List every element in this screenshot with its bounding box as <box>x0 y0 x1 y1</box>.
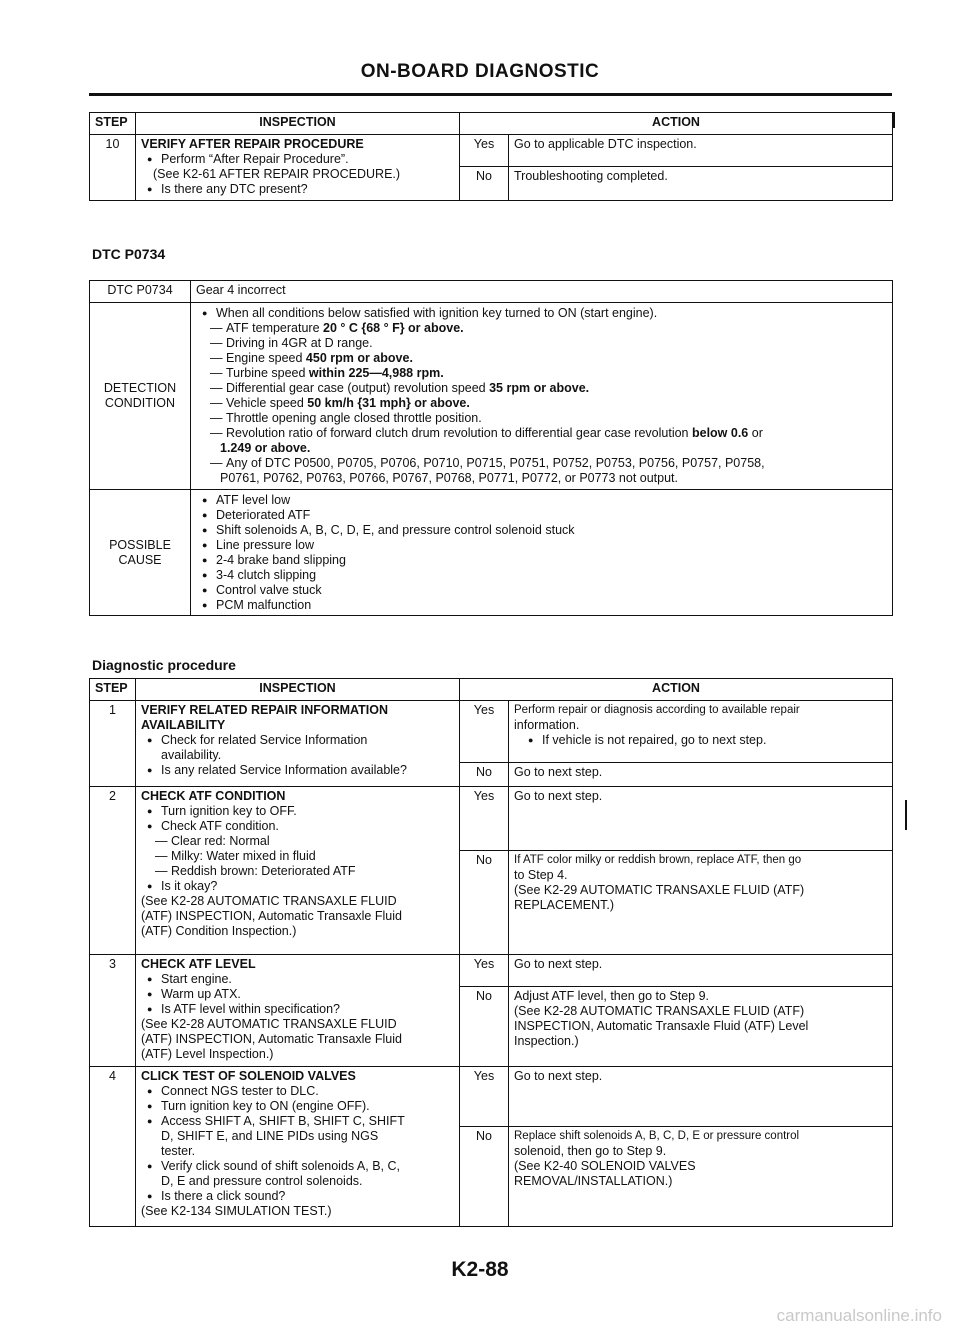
inspection-reference: (See K2-28 AUTOMATIC TRANSAXLE FLUID <box>141 894 397 908</box>
condition-item: — Revolution ratio of forward clutch drum revolution to differential gear case revolution below 0.6 or <box>196 426 887 441</box>
no-action: Troubleshooting completed. <box>509 167 893 201</box>
inspection-cell <box>136 1067 460 1227</box>
inspection-bullet: ● Is there a click sound? <box>161 1189 454 1204</box>
cause-item: ● 3-4 clutch slipping <box>216 568 887 583</box>
inspection-heading: VERIFY RELATED REPAIR INFORMATION <box>141 703 388 717</box>
cause-item: ● ATF level low <box>216 493 887 508</box>
yes-label: Yes <box>460 135 509 167</box>
condition-item: — Throttle opening angle closed throttle position. <box>196 411 887 426</box>
dtc-description: Gear 4 incorrect <box>191 281 893 303</box>
inspection-reference: (ATF) INSPECTION, Automatic Transaxle Fluid <box>141 909 402 923</box>
condition-item: — ATF temperature 20 ° C {68 ° F} or above. <box>196 321 887 336</box>
yes-label: Yes <box>460 955 509 987</box>
yes-label: Yes <box>460 1067 509 1127</box>
inspection-reference: (ATF) Condition Inspection.) <box>141 924 297 938</box>
yes-label: Yes <box>460 701 509 763</box>
inspection-bullet: ● Is there any DTC present? <box>161 182 454 197</box>
inspection-bullet: ● Verify click sound of shift solenoids A, B, C, D, E and pressure control solenoids. <box>161 1159 454 1189</box>
no-action: If ATF color milky or reddish brown, replace ATF, then go to Step 4. (See K2-29 AUTOMATIC TRANSAXLE FLUID (ATF) REPLACEMENT.) <box>509 851 893 955</box>
inspection-heading: AVAILABILITY <box>141 718 226 732</box>
inspection-reference: (See K2-61 AFTER REPAIR PROCEDURE.) <box>153 167 401 181</box>
inspection-reference: (ATF) INSPECTION, Automatic Transaxle Fluid <box>141 1032 402 1046</box>
inspection-heading: CHECK ATF CONDITION <box>141 789 286 803</box>
cause-item: ● PCM malfunction <box>216 598 887 613</box>
no-label: No <box>460 987 509 1067</box>
col-inspection-header: INSPECTION <box>136 113 460 135</box>
page-title: ON-BOARD DIAGNOSTIC <box>360 61 600 82</box>
col-step-header: STEP <box>90 113 136 135</box>
detection-intro: ● When all conditions below satisfied with ignition key turned to ON (start engine). <box>216 306 887 321</box>
condition-item: — Turbine speed within 225—4,988 rpm. <box>196 366 887 381</box>
no-label: No <box>460 763 509 787</box>
step-number: 3 <box>90 955 136 1067</box>
step-number: 1 <box>90 701 136 787</box>
inspection-bullet: ● Check for related Service Information availability. <box>161 733 454 763</box>
yes-action: Go to next step. <box>509 787 893 851</box>
condition-item: — Driving in 4GR at D range. <box>196 336 887 351</box>
inspection-bullet: ● Is ATF level within specification? <box>161 1002 454 1017</box>
watermark: carmanualsonline.info <box>776 1306 942 1325</box>
no-action: Go to next step. <box>509 763 893 787</box>
possible-cause-label: POSSIBLE CAUSE <box>90 490 191 616</box>
condition-item: — Clear red: Normal <box>141 834 454 849</box>
dtc-heading: DTC P0734 <box>92 246 166 262</box>
cause-item: ● 2-4 brake band slipping <box>216 553 887 568</box>
condition-item-cont: 1.249 or above. <box>220 441 311 455</box>
inspection-reference: (See K2-28 AUTOMATIC TRANSAXLE FLUID <box>141 1017 397 1031</box>
scan-edge-mark <box>893 112 895 128</box>
cause-item: ● Control valve stuck <box>216 583 887 598</box>
no-action: Replace shift solenoids A, B, C, D, E or pressure control solenoid, then go to Step 9. (See K2-40 SOLENOID VALVES REMOVAL/INSTALLATION.) <box>509 1127 893 1227</box>
col-inspection-header: INSPECTION <box>136 679 460 701</box>
inspection-bullet: ● Start engine. <box>161 972 454 987</box>
no-label: No <box>460 1127 509 1227</box>
col-action-header: ACTION <box>460 113 893 135</box>
diagnostic-table <box>89 678 893 1227</box>
inspection-bullet: ● Turn ignition key to ON (engine OFF). <box>161 1099 454 1114</box>
inspection-bullet: ● Check ATF condition. <box>161 819 454 834</box>
no-label: No <box>460 851 509 955</box>
diagnostic-procedure-heading: Diagnostic procedure <box>92 657 236 673</box>
dtc-code: DTC P0734 <box>90 281 191 303</box>
inspection-reference: (See K2-134 SIMULATION TEST.) <box>141 1204 332 1218</box>
inspection-heading: CHECK ATF LEVEL <box>141 957 256 971</box>
dtc-table <box>89 280 893 616</box>
inspection-heading: CLICK TEST OF SOLENOID VALVES <box>141 1069 356 1083</box>
cause-item: ● Deteriorated ATF <box>216 508 887 523</box>
inspection-heading: VERIFY AFTER REPAIR PROCEDURE <box>141 137 364 151</box>
inspection-cell <box>136 135 460 201</box>
title-rule <box>89 93 892 96</box>
inspection-bullet: ● Turn ignition key to OFF. <box>161 804 454 819</box>
detection-condition-cell <box>191 303 893 490</box>
yes-action: Perform repair or diagnosis according to available repair information. ● If vehicle is not repaired, go to next step. <box>509 701 893 763</box>
col-action-header: ACTION <box>460 679 893 701</box>
condition-item: — Vehicle speed 50 km/h {31 mph} or above. <box>196 396 887 411</box>
cause-item: ● Line pressure low <box>216 538 887 553</box>
inspection-cell <box>136 955 460 1067</box>
inspection-cell <box>136 701 460 787</box>
step-number: 4 <box>90 1067 136 1227</box>
no-label: No <box>460 167 509 201</box>
scan-edge-mark <box>905 800 907 830</box>
condition-item: — Engine speed 450 rpm or above. <box>196 351 887 366</box>
condition-item-cont: P0761, P0762, P0763, P0766, P0767, P0768, P0771, P0772, or P0773 not output. <box>220 471 679 485</box>
step-number: 10 <box>90 135 136 201</box>
yes-action: Go to next step. <box>509 955 893 987</box>
condition-item: — Reddish brown: Deteriorated ATF <box>141 864 454 879</box>
inspection-reference: (ATF) Level Inspection.) <box>141 1047 274 1061</box>
step10-table <box>89 112 893 201</box>
yes-label: Yes <box>460 787 509 851</box>
inspection-bullet: ● Is it okay? <box>161 879 454 894</box>
possible-cause-cell <box>191 490 893 616</box>
condition-item: — Milky: Water mixed in fluid <box>141 849 454 864</box>
condition-item: — Differential gear case (output) revolution speed 35 rpm or above. <box>196 381 887 396</box>
inspection-bullet: ● Access SHIFT A, SHIFT B, SHIFT C, SHIFT D, SHIFT E, and LINE PIDs using NGS tester. <box>161 1114 454 1159</box>
yes-action: Go to applicable DTC inspection. <box>509 135 893 167</box>
col-step-header: STEP <box>90 679 136 701</box>
no-action: Adjust ATF level, then go to Step 9. (See K2-28 AUTOMATIC TRANSAXLE FLUID (ATF) INSPECTION, Automatic Transaxle Fluid (ATF) Level Inspection.) <box>509 987 893 1067</box>
inspection-cell <box>136 787 460 955</box>
detection-condition-label: DETECTION CONDITION <box>90 303 191 490</box>
inspection-bullet: ● Is any related Service Information available? <box>161 763 454 778</box>
yes-action: Go to next step. <box>509 1067 893 1127</box>
cause-item: ● Shift solenoids A, B, C, D, E, and pressure control solenoid stuck <box>216 523 887 538</box>
condition-item: — Any of DTC P0500, P0705, P0706, P0710, P0715, P0751, P0752, P0753, P0756, P0757, P0758, <box>196 456 887 471</box>
inspection-bullet: ● Warm up ATX. <box>161 987 454 1002</box>
step-number: 2 <box>90 787 136 955</box>
page-number: K2-88 <box>451 1258 509 1281</box>
inspection-bullet: ● Perform “After Repair Procedure”. <box>161 152 454 167</box>
inspection-bullet: ● Connect NGS tester to DLC. <box>161 1084 454 1099</box>
